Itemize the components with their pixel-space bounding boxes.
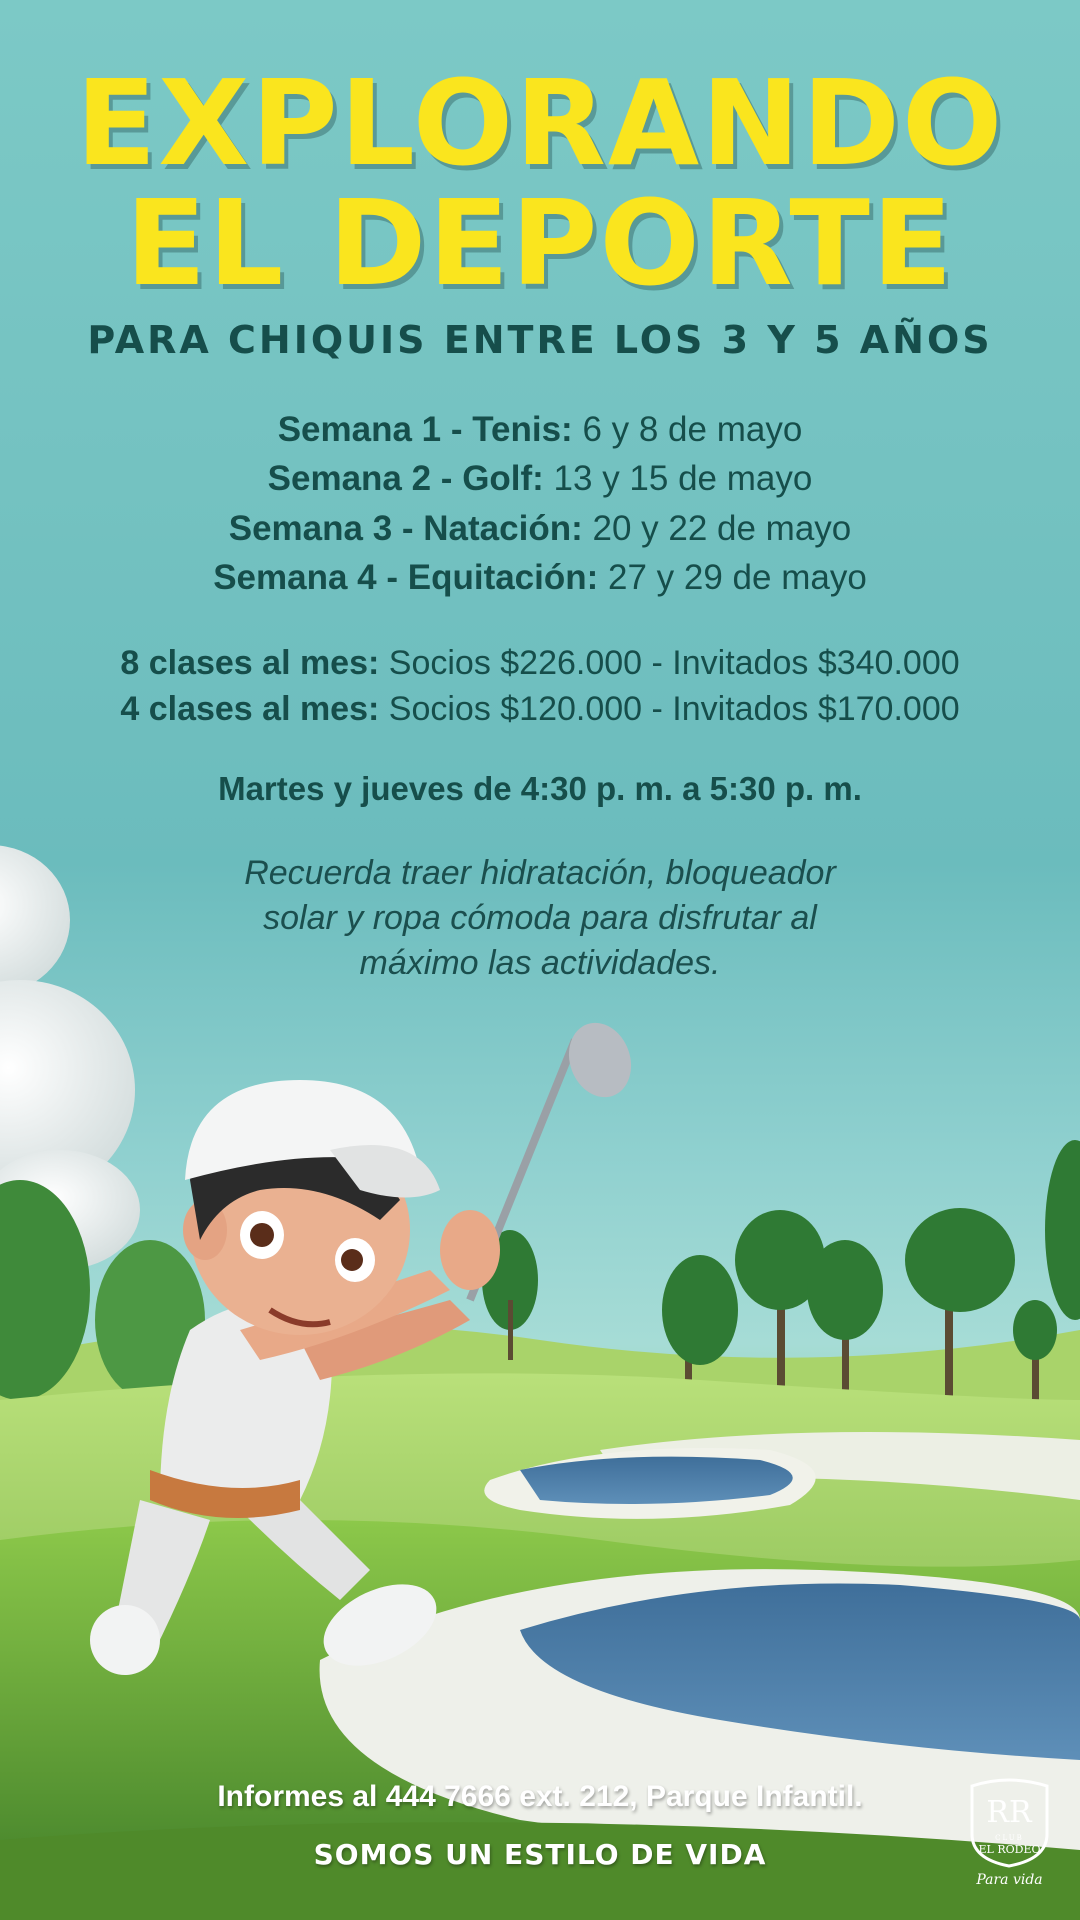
title-line-2: EL DEPORTE (125, 174, 955, 312)
price-value: Socios $120.000 - Invitados $170.000 (379, 690, 960, 728)
age-subtitle: PARA CHIQUIS ENTRE LOS 3 Y 5 AÑOS (87, 318, 993, 362)
week-2-line (0, 459, 1080, 499)
week-dates: 27 y 29 de mayo (598, 558, 867, 597)
week-4-line (0, 558, 1080, 598)
week-1-line (0, 410, 1080, 450)
week-dates: 20 y 22 de mayo (582, 509, 852, 548)
week-dates: 6 y 8 de mayo (572, 410, 803, 449)
week-label: Semana 4 - Equitación: (213, 558, 599, 597)
week-label: Semana 3 - Natación: (228, 509, 583, 548)
contact-info: Informes al 444 7666 ext. 212, Parque Infantil. (217, 1780, 863, 1813)
price-label: 4 clases al mes: (120, 690, 380, 728)
price-label: 8 clases al mes: (120, 644, 380, 682)
note-line-3: máximo las actividades. (359, 944, 721, 982)
price-8-classes (0, 644, 1080, 683)
week-label: Semana 1 - Tenis: (277, 410, 573, 449)
logo-monogram: RR (986, 1795, 1032, 1830)
week-3-line (0, 509, 1080, 549)
price-4-classes (0, 690, 1080, 729)
schedule-text: Martes y jueves de 4:30 p. m. a 5:30 p. m. (218, 770, 862, 807)
slogan: SOMOS UN ESTILO DE VIDA (313, 1838, 767, 1871)
week-label: Semana 2 - Golf: (267, 459, 544, 498)
logo-name: EL RODEO (978, 1843, 1041, 1856)
note-line-2: solar y ropa cómoda para disfrutar al (263, 899, 817, 937)
club-el-rodeo-logo (962, 1774, 1057, 1894)
price-value: Socios $226.000 - Invitados $340.000 (379, 644, 960, 682)
week-dates: 13 y 15 de mayo (543, 459, 813, 498)
note-line-1: Recuerda traer hidratación, bloqueador (244, 854, 836, 892)
title-line-1: EXPLORANDO (75, 54, 1005, 192)
logo-club: CLUB (995, 1834, 1024, 1842)
logo-tagline: Para vida (976, 1872, 1043, 1888)
